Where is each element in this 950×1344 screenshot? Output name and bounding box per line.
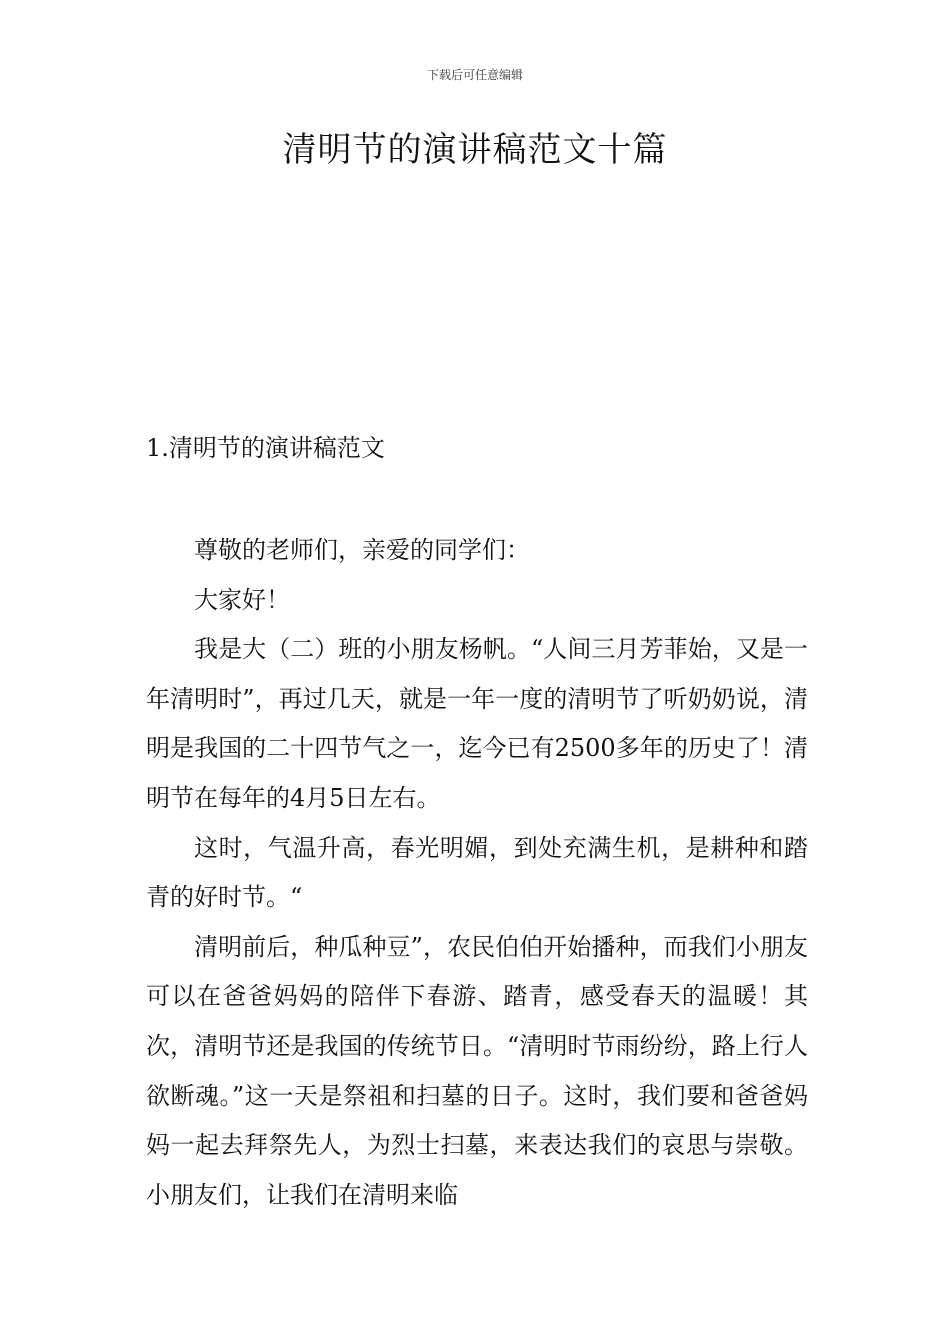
header-note: 下载后可任意编辑 xyxy=(426,68,523,82)
paragraph-greeting: 大家好！ xyxy=(194,585,290,614)
section-heading: 1.清明节的演讲稿范文 xyxy=(146,434,385,462)
paragraph-tradition: 清明前后，种瓜种豆”，农民伯伯开始播种，而我们小朋友可以在爸爸妈妈的陪伴下春游、踏青，感受春天的温暖！其次，清明节还是我国的传统节日。“清明时节雨纷纷，路上行人欲断魂。”这一天是祭祖和扫墓的日子。这时，我们要和爸爸妈妈一起去拜祭先人，为烈士扫墓，来表达我们的哀思与崇敬。小朋友们，让我们在清明来临 xyxy=(146,932,808,1209)
paragraph-introduction: 我是大（二）班的小朋友杨帆。“人间三月芳菲始，又是一年清明时”，再过几天，就是一年一度的清明节了听奶奶说，清明是我国的二十四节气之一，迄今已有2500多年的历史了！清明节在每年的4月5日左右。 xyxy=(146,635,808,812)
speech-body xyxy=(146,526,808,1220)
paragraph-spring: 这时，气温升高，春光明媚，到处充满生机，是耕种和踏青的好时节。“ xyxy=(146,833,808,912)
paragraph-salutation: 尊敬的老师们，亲爱的同学们： xyxy=(194,536,530,564)
document-title: 清明节的演讲稿范文十篇 xyxy=(282,130,668,170)
